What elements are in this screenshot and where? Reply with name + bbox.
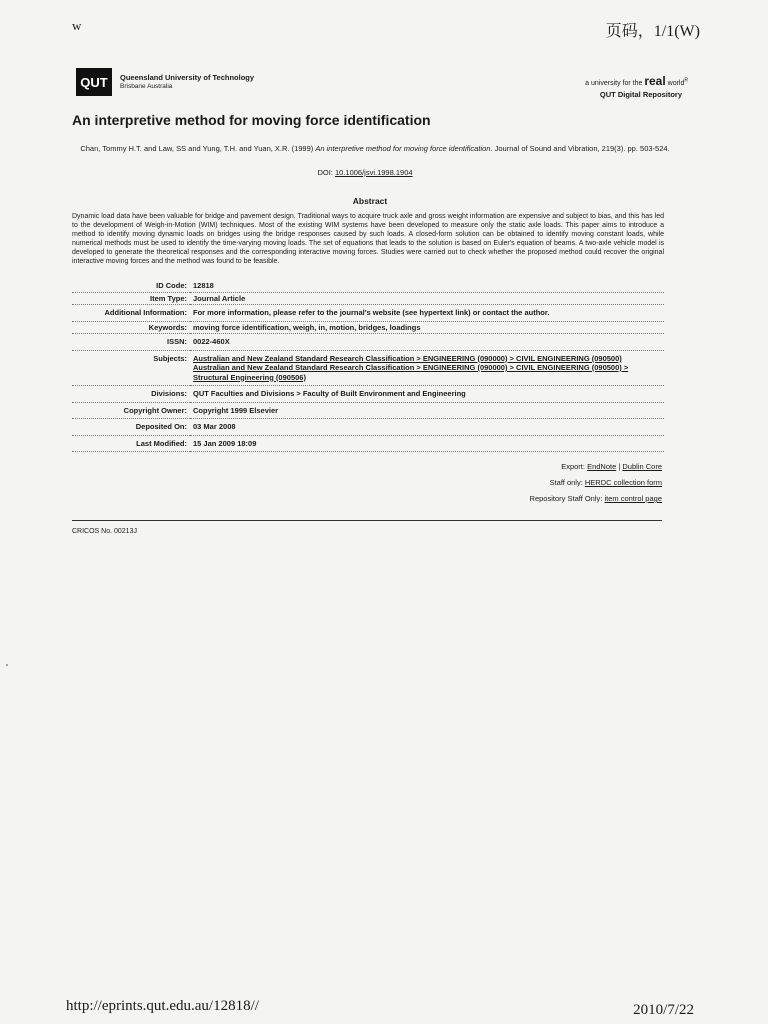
item-control-link[interactable]: item control page	[604, 494, 662, 503]
divisions-label: Divisions:	[72, 386, 190, 403]
issn-value: 0022-460X	[190, 334, 664, 351]
university-location: Brisbane Australia	[120, 83, 173, 90]
citation	[80, 144, 670, 154]
repository-name[interactable]: QUT Digital Repository	[599, 90, 682, 99]
keywords-label: Keywords:	[72, 321, 190, 334]
repo-staff-label: Repository Staff Only:	[529, 494, 603, 503]
id-code-label: ID Code:	[72, 280, 190, 292]
table-row	[72, 435, 664, 452]
citation-article: An interpretive method for moving force identification.	[315, 144, 493, 153]
subject-link-civil[interactable]: Australian and New Zealand Standard Research Classification > ENGINEERING (090000) > CIVIL ENGINEERING (090500)	[193, 353, 622, 363]
table-row	[72, 292, 664, 305]
doi	[200, 168, 530, 177]
staff-row	[470, 478, 662, 487]
trademark-mark: R	[684, 77, 688, 84]
table-row	[72, 321, 664, 334]
subject-link-structural[interactable]: Australian and New Zealand Standard Research Classification > ENGINEERING (090000) > CIVIL ENGINEERING (090500) > Structural Engineering (090506)	[193, 363, 629, 382]
copyright-value: Copyright 1999 Elsevier	[190, 402, 664, 419]
subjects-label: Subjects:	[72, 350, 190, 386]
additional-info-label: Additional Information:	[72, 305, 190, 322]
issn-label: ISSN:	[72, 334, 190, 351]
print-footer-url: http://eprints.qut.edu.au/12818//	[66, 998, 259, 1014]
export-separator: |	[618, 462, 621, 471]
staff-label: Staff only:	[549, 478, 583, 487]
table-row	[72, 402, 664, 419]
print-footer-date: 2010/7/22	[633, 1002, 694, 1018]
abstract-text: Dynamic load data have been valuable for bridge and pavement design. Traditional ways to acquire truck axle and gross weight information are expensive and subject to bias, and this has led to the development of Weigh-in-Motion (WIM) techniques. Most of the existing WIM systems have been developed to measure only the static axle loads. This paper aims to introduce a method to identify moving dynamic loads on bridges using the bridge responses caused by such loads. A closed-form solution can be obtained to identify moving constant loads, while numerical methods must be used to identify the time-varying moving loads. The set of equations that leads to the solution is based on Euler's equation of beams. A two-axle vehicle model is developed to generate the theoretical responses and the corresponding interactive moving forces. Studies were carried out to check whether the proposed method could recover the original interactive moving forces and the method was found to be feasible.	[72, 213, 664, 265]
keywords-value: moving force identification, weigh, in, motion, bridges, loadings	[190, 321, 664, 334]
citation-source: Journal of Sound and Vibration, 219(3). pp. 503-524.	[494, 144, 670, 153]
export-endnote-link[interactable]: EndNote	[587, 462, 617, 471]
cricos-number: CRICOS No. 00213J	[72, 528, 137, 535]
subjects-value	[190, 350, 664, 386]
print-header-left: w	[72, 18, 82, 33]
divisions-value: QUT Faculties and Divisions > Faculty of Built Environment and Engineering	[190, 386, 664, 403]
table-row	[72, 280, 664, 292]
table-row	[72, 419, 664, 436]
doi-link[interactable]: 10.1006/jsvi.1998.1904	[334, 168, 413, 177]
page-title: An interpretive method for moving force identification	[72, 112, 431, 128]
tagline-post: world	[667, 80, 685, 87]
table-row	[72, 305, 664, 322]
qut-logo[interactable]: QUT	[76, 68, 112, 96]
export-label: Export:	[561, 462, 585, 471]
id-code-value: 12818	[190, 280, 664, 292]
print-header-page: 页码，1/1(W)	[605, 23, 700, 40]
scan-mark	[6, 664, 8, 666]
item-type-label: Item Type:	[72, 292, 190, 305]
deposited-label: Deposited On:	[72, 419, 190, 436]
table-row	[72, 350, 664, 386]
university-name: Queensland University of Technology	[120, 73, 255, 82]
abstract-heading: Abstract	[352, 196, 388, 206]
export-dublin-core-link[interactable]: Dublin Core	[622, 462, 662, 471]
tagline-pre: a university for the	[585, 80, 643, 87]
repo-staff-row	[470, 494, 662, 503]
table-row	[72, 334, 664, 351]
citation-authors: Chan, Tommy H.T. and Law, SS and Yung, T.H. and Yuan, X.R. (1999)	[80, 144, 314, 153]
export-row	[470, 462, 662, 471]
modified-label: Last Modified:	[72, 435, 190, 452]
footer-divider	[72, 520, 662, 521]
doi-label: DOI:	[317, 168, 333, 177]
item-type-value: Journal Article	[190, 292, 664, 305]
tagline	[520, 74, 688, 88]
metadata-table	[72, 280, 664, 452]
copyright-label: Copyright Owner:	[72, 402, 190, 419]
deposited-value: 03 Mar 2008	[190, 419, 664, 436]
tagline-big: real	[644, 74, 666, 88]
modified-value: 15 Jan 2009 18:09	[190, 435, 664, 452]
additional-info-value: For more information, please refer to the journal's website (see hypertext link) or contact the author.	[190, 305, 664, 322]
herdc-form-link[interactable]: HERDC collection form	[584, 478, 662, 487]
table-row	[72, 386, 664, 403]
